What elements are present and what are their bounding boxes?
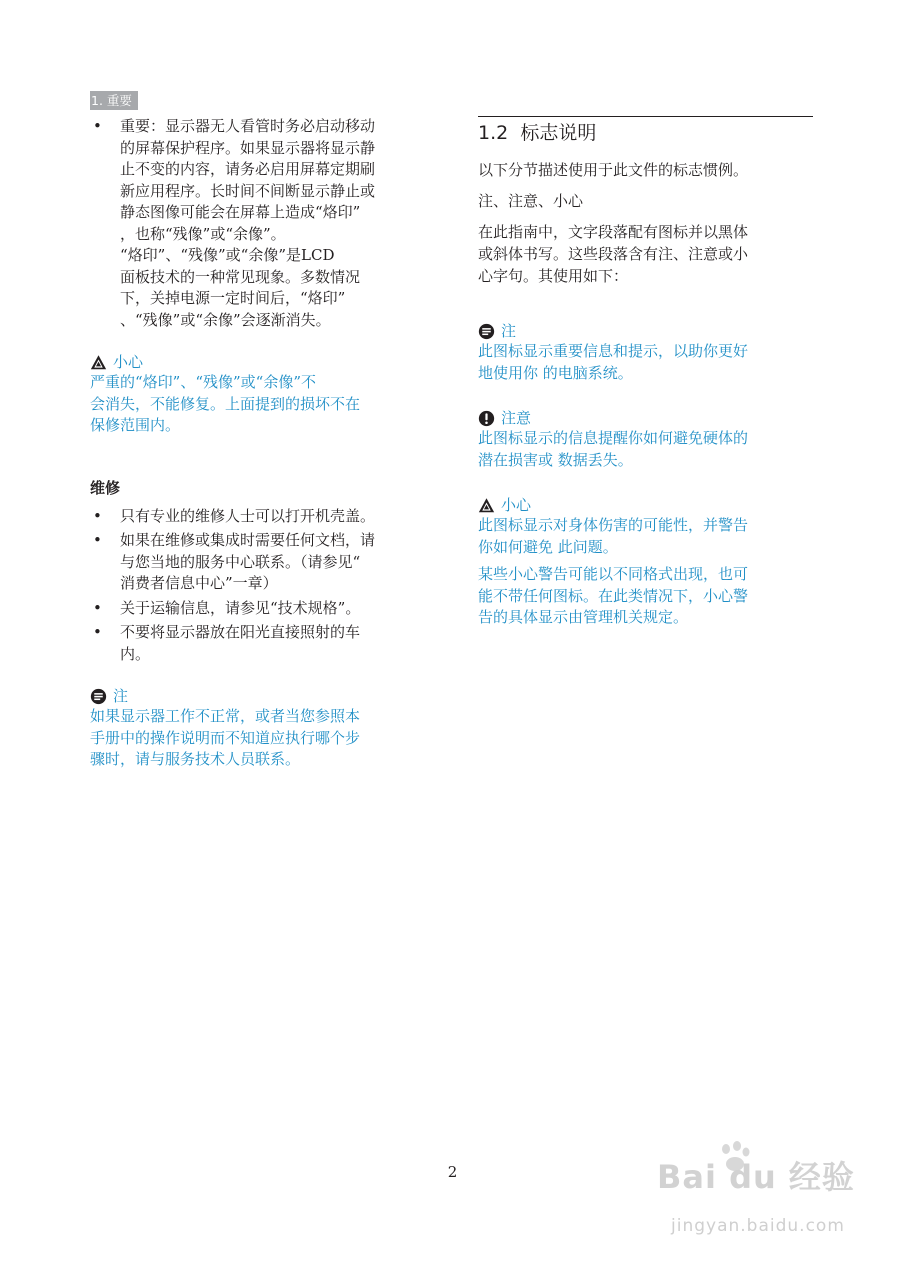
maintenance-heading: 维修 <box>90 478 121 497</box>
chapter-tag: 1. 重要 <box>90 91 138 110</box>
left-column <box>90 90 430 771</box>
list-item <box>90 506 430 528</box>
caution-triangle-icon <box>478 497 495 514</box>
right-column <box>478 116 813 629</box>
list-item <box>90 622 430 665</box>
section-title <box>478 116 813 145</box>
note-label: 注 <box>501 322 517 340</box>
watermark-url: jingyan.baidu.com <box>671 1216 845 1236</box>
conventions-description: 在此指南中，文字段落配有图标并以黑体 或斜体书写。这些段落含有注、注意或小 心字句。其使用如下： <box>478 223 749 285</box>
important-text: 此图标显示的信息提醒你如何避免硬体的 潜在损害或 数据丢失。 <box>478 429 749 469</box>
section-number: 1.2 <box>478 122 509 144</box>
caution-extra-text: 某些小心警告可能以不同格式出现，也可 能不带任何图标。在此类情况下，小心警 告的具体显示由管理机关规定。 <box>478 565 749 626</box>
note-text: 此图标显示重要信息和提示，以助你更好 地使用你 的电脑系统。 <box>478 342 749 382</box>
baidu-watermark <box>657 1140 857 1240</box>
important-heading <box>478 408 813 428</box>
exclamation-icon <box>478 410 495 427</box>
section-title-text: 标志说明 <box>520 122 597 144</box>
maintenance-item-text: 如果在维修或集成时需要任何文档，请 与您当地的服务中心联系。（请参见“ 消费者信息中心”一章） <box>120 531 376 592</box>
maintenance-item-text: 只有专业的维修人士可以打开机壳盖。 <box>120 506 376 525</box>
important-bullet-text: 重要：显示器无人看管时务必启动移动 的屏幕保护程序。如果显示器将显示静 止不变的内容，请务必启用屏幕定期刷 新应用程序。长时间不间断显示静止或 静态图像可能会在屏幕上造成“烙印” ，也称“残像”或“余像”。 “烙印”、“残像”或“余像”是LCD 面板技术的一种常见现象。多数情况 下，关掉电源一定时间后，“烙印” 、“残像”或“余像”会逐渐消失。 <box>120 117 376 329</box>
bullet-marker: • <box>93 117 102 135</box>
list-item <box>90 598 430 620</box>
caution-triangle-icon <box>90 354 107 371</box>
maintenance-item-text: 不要将显示器放在阳光直接照射的车 内。 <box>120 623 361 663</box>
important-label: 注意 <box>501 409 532 427</box>
note-label: 注 <box>113 687 129 705</box>
caution-text: 严重的“烙印”、“残像”或“余像”不 会消失，不能修复。上面提到的损坏不在 保修范围内。 <box>90 373 361 434</box>
caution-text: 此图标显示对身体伤害的可能性，并警告 你如何避免 此问题。 <box>478 516 749 556</box>
caution-heading <box>90 352 430 372</box>
caution-heading <box>478 495 813 515</box>
note-icon <box>478 323 495 340</box>
bullet-marker: • <box>93 598 102 617</box>
note-heading <box>478 321 813 341</box>
page-number: 2 <box>447 1163 458 1181</box>
watermark-logo: Bai du 经验 <box>657 1158 855 1196</box>
bullet-marker: • <box>93 506 102 525</box>
bullet-marker: • <box>93 623 102 641</box>
intro-bullet-list <box>90 116 430 331</box>
note-heading <box>90 686 430 706</box>
list-item <box>90 530 430 595</box>
maintenance-list <box>90 506 430 666</box>
section-intro: 以下分节描述使用于此文件的标志惯例。 <box>478 161 749 179</box>
list-item <box>90 116 430 331</box>
caution-label: 小心 <box>501 496 532 514</box>
maintenance-item-text: 关于运输信息，请参见“技术规格”。 <box>120 598 361 617</box>
note-icon <box>90 688 107 705</box>
note-text: 如果显示器工作不正常，或者当您参照本 手册中的操作说明而不知道应执行哪个步 骤时，请与服务技术人员联系。 <box>90 707 361 768</box>
bullet-marker: • <box>93 531 102 549</box>
conventions-subheading: 注、注意、小心 <box>478 192 584 210</box>
caution-label: 小心 <box>113 353 144 371</box>
